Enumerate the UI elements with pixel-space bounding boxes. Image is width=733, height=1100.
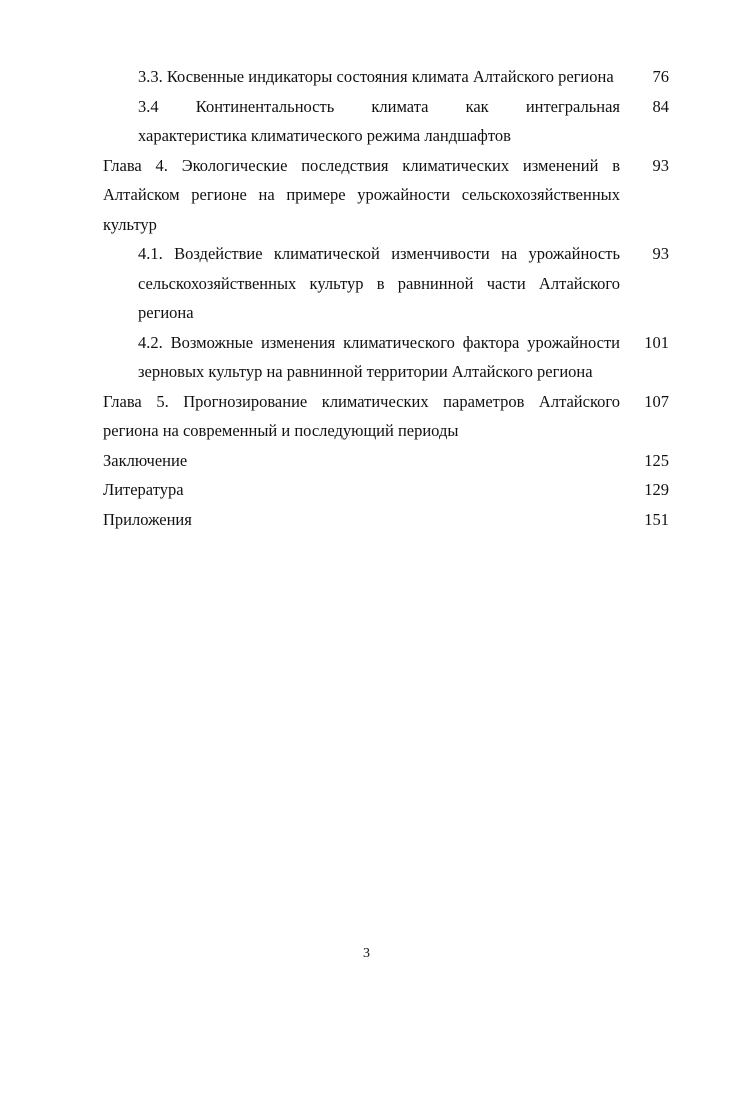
toc-entry-page: 107 xyxy=(644,391,669,411)
toc-entry-4-1 xyxy=(0,239,733,328)
page-number: 3 xyxy=(363,946,370,961)
toc-entry-page: 93 xyxy=(652,244,669,263)
toc-entry-page: 84 xyxy=(652,96,669,116)
toc-entry-chapter-4 xyxy=(0,151,733,240)
toc-entry-text: 3.3. Косвенные индикаторы состояния климата Алтайского региона xyxy=(138,67,614,86)
toc-entry-page: 129 xyxy=(644,480,669,499)
toc-entry-text: Литература xyxy=(103,480,184,499)
toc-entry-text: Глава 4. Экологические последствия климатических изменений в Алтайском регионе на примере урожайности сельскохозяйственных культур xyxy=(103,155,620,234)
table-of-contents xyxy=(0,62,733,534)
toc-entry-page: 93 xyxy=(652,155,669,175)
toc-entry-text xyxy=(138,92,620,151)
toc-entry-chapter-5 xyxy=(0,387,733,446)
toc-entry-page: 76 xyxy=(652,67,669,86)
toc-entry-text: 4.1. Воздействие климатической изменчивости на урожайность сельскохозяйственных культур в равнинной части Алтайского региона xyxy=(138,244,620,322)
toc-entry-page: 151 xyxy=(644,509,669,529)
toc-entry-3-3 xyxy=(0,62,733,92)
toc-entry-text: Глава 5. Прогнозирование климатических параметров Алтайского региона на современный и последующий периоды xyxy=(103,391,620,440)
toc-entry-page: 125 xyxy=(644,450,669,470)
toc-entry-4-2 xyxy=(0,328,733,387)
toc-entry-text: Заключение xyxy=(103,450,188,470)
toc-entry-text: Приложения xyxy=(103,509,192,529)
toc-entry-3-4 xyxy=(0,92,733,151)
toc-entry-literature xyxy=(0,475,733,505)
toc-entry-text: 4.2. Возможные изменения климатического фактора урожайности зерновых культур на равнинной территории Алтайского региона xyxy=(138,332,620,381)
toc-entry-text-line1: 3.4 Континентальность климата как интегральная xyxy=(138,96,620,116)
toc-entry-conclusion xyxy=(0,446,733,476)
toc-entry-page: 101 xyxy=(644,332,669,352)
toc-entry-text-line2: характеристика климатического режима ландшафтов xyxy=(138,126,511,145)
toc-entry-appendices xyxy=(0,505,733,535)
